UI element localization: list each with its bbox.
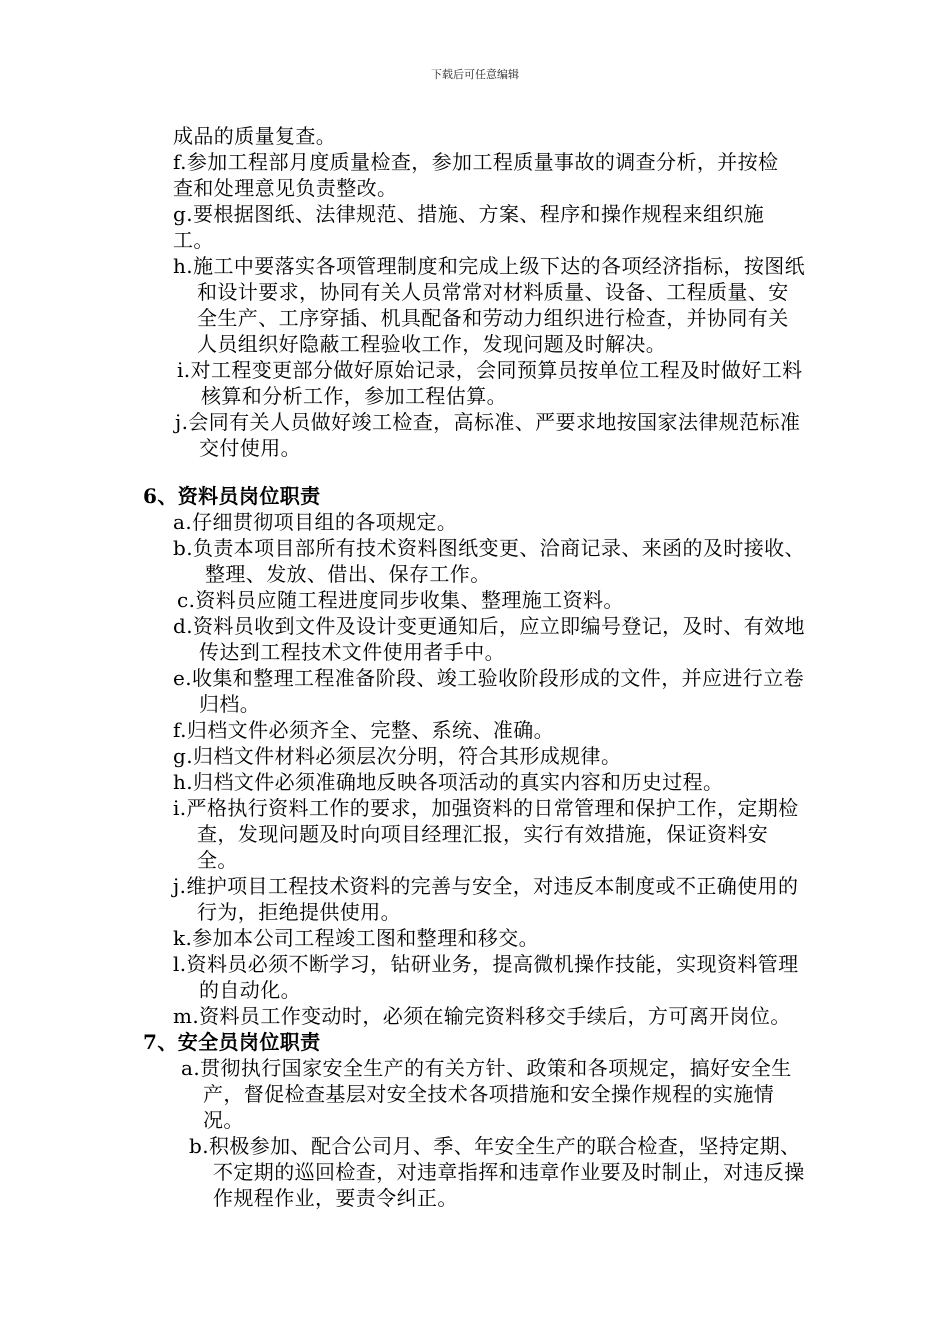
list-item-6b: b.负责本项目部所有技术资料图纸变更、洽商记录、来函的及时接收、整理、发放、借出、保存工作。 <box>173 536 805 586</box>
section-heading-6: 6、资料员岗位职责 <box>143 484 321 508</box>
list-item-h: h.施工中要落实各项管理制度和完成上级下达的各项经济指标，按图纸和设计要求，协同有关人员常常对材料质量、设备、工程质量、安全生产、工序穿插、机具配备和劳动力组织进行检查，并协同有关人员组织好隐蔽工程验收工作，发现问题及时解决。 <box>173 254 806 356</box>
list-item-6l: l.资料员必须不断学习，钻研业务，提高微机操作技能，实现资料管理的自动化。 <box>173 952 799 1002</box>
list-item-6e: e.收集和整理工程准备阶段、竣工验收阶段形成的文件，并应进行立卷归档。 <box>173 666 804 716</box>
list-item-6g: g.归档文件材料必须层次分明，符合其形成规律。 <box>173 744 622 768</box>
list-item-6d: d.资料员收到文件及设计变更通知后，应立即编号登记，及时、有效地传达到工程技术文件使用者手中。 <box>173 614 805 664</box>
list-item-6i: i.严格执行资料工作的要求，加强资料的日常管理和保护工作，定期检查，发现问题及时向项目经理汇报，实行有效措施，保证资料安全。 <box>173 796 799 872</box>
list-item-i: i.对工程变更部分做好原始记录，会同预算员按单位工程及时做好工料核算和分析工作，参加工程估算。 <box>177 358 803 408</box>
section-heading-7: 7、安全员岗位职责 <box>143 1030 321 1054</box>
document-body <box>0 123 950 1211</box>
list-item-7b: b.积极参加、配合公司月、季、年安全生产的联合检查，坚持定期、不定期的巡回检查，对违章指挥和违章作业要及时制止，对违反操作规程作业，要责令纠正。 <box>189 1134 805 1210</box>
list-item-7a: a.贯彻执行国家安全生产的有关方针、政策和各项规定，搞好安全生产，督促检查基层对安全技术各项措施和安全操作规程的实施情况。 <box>181 1056 792 1132</box>
list-item-6k: k.参加本公司工程竣工图和整理和移交。 <box>173 926 540 950</box>
list-item-g: g.要根据图纸、法律规范、措施、方案、程序和操作规程来组织施工。 <box>173 202 765 252</box>
list-item-6h: h.归档文件必须准确地反映各项活动的真实内容和历史过程。 <box>173 770 724 794</box>
list-item-j: j.会同有关人员做好竣工检查，高标准、严要求地按国家法律规范标准交付使用。 <box>175 410 801 460</box>
list-item-6c: c.资料员应随工程进度同步收集、整理施工资料。 <box>177 588 624 612</box>
list-item-6j: j.维护项目工程技术资料的完善与安全，对违反本制度或不正确使用的行为，拒绝提供使用。 <box>173 874 799 924</box>
list-item-f: f.参加工程部月度质量检查，参加工程质量事故的调查分析，并按检查和处理意见负责整改。 <box>173 150 779 200</box>
paragraph-continuation: 成品的质量复查。 <box>173 124 337 148</box>
list-item-6a: a.仔细贯彻项目组的各项规定。 <box>173 510 458 534</box>
list-item-6m: m.资料员工作变动时，必须在输完资料移交手续后，方可离开岗位。 <box>173 1004 791 1028</box>
list-item-6f: f.归档文件必须齐全、完整、系统、准确。 <box>173 718 555 742</box>
page-header: 下载后可任意编辑 <box>431 68 519 81</box>
